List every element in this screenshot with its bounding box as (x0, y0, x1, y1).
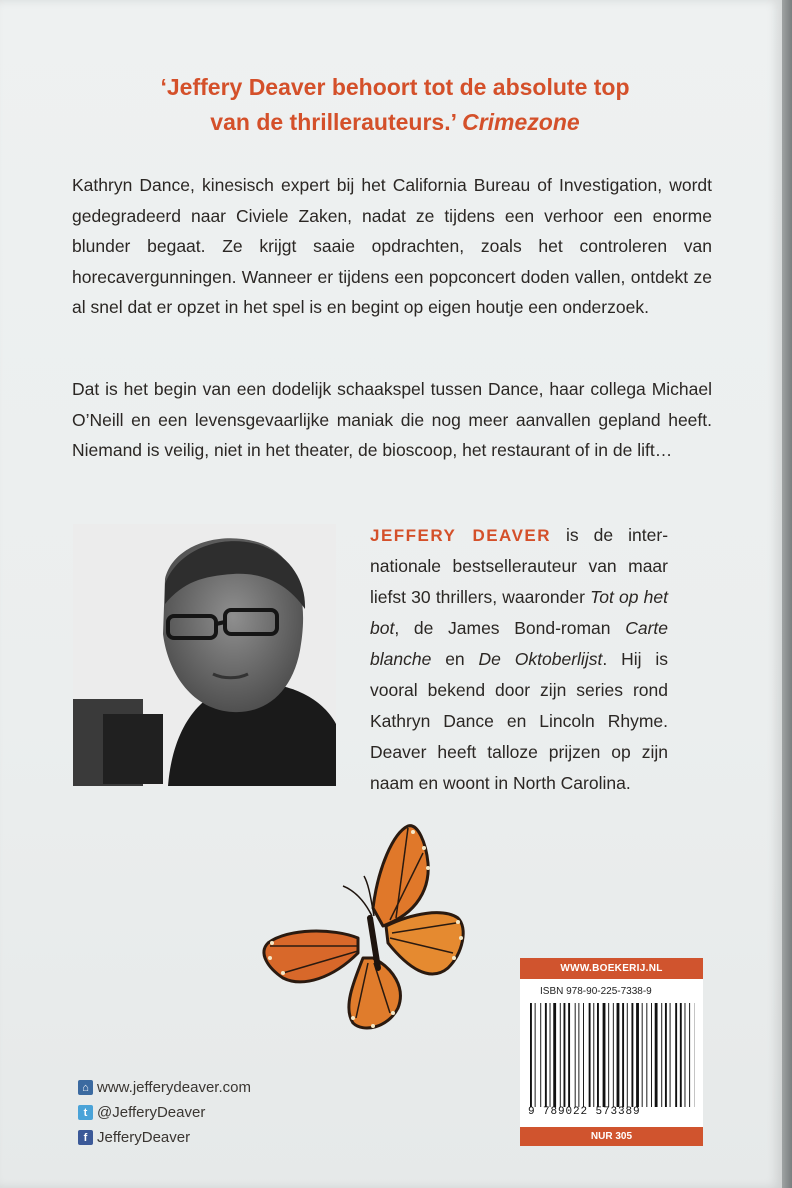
bio-book-2: Carte blanche (370, 618, 668, 669)
twitter-icon: t (78, 1105, 93, 1120)
twitter-link[interactable] (78, 1100, 251, 1125)
website-text: www.jefferydeaver.com (97, 1079, 251, 1096)
bio-text-1: is de internationale bestsellerauteur van maar liefst 30 thrillers, waaronder (370, 525, 669, 607)
facebook-text: JefferyDeaver (97, 1129, 191, 1146)
facebook-link[interactable] (78, 1125, 251, 1150)
blurb-paragraph-2: Dat is het begin van een dodelijk schaakspel tussen Dance, haar collega Michael O’Neill en een levensgevaarlijke maniak die nog meer aanvallen gepland heeft. Niemand is veilig, niet in het theater, de bioscoop, het restaurant of in de lift… (72, 379, 712, 460)
review-quote (80, 70, 710, 140)
bio-text-4: . Hij is vooral bekend door zijn series rond Kathryn Dance en Lincoln Rhyme. Deaver heeft talloze prijzen op zijn naam en woont in North Carolina. (370, 649, 668, 793)
quote-line-1: ‘Jeffery Deaver behoort tot de absolute top (160, 74, 630, 100)
bio-book-1: Tot op het bot (370, 587, 668, 638)
quote-source: Crimezone (462, 109, 580, 135)
author-portrait-image (73, 524, 336, 786)
nur-code: NUR 305 (520, 1127, 703, 1146)
butterfly-illustration (258, 818, 473, 1033)
barcode-label (520, 958, 703, 1146)
twitter-text: @JefferyDeaver (97, 1104, 206, 1121)
book-spine-edge (782, 0, 792, 1188)
barcode-digits: 9 789022 573389 (528, 1106, 641, 1118)
publisher-url: WWW.BOEKERIJ.NL (520, 958, 703, 979)
author-name: JEFFERY DEAVER (370, 526, 552, 545)
quote-line-2 (80, 105, 710, 140)
bio-book-3: De Oktoberlijst (478, 649, 603, 669)
facebook-icon: f (78, 1130, 93, 1145)
bio-text-3: en (431, 649, 479, 669)
author-bio (370, 520, 668, 799)
blurb-paragraph-1: Kathryn Dance, kinesisch expert bij het California Bureau of Investigation, wordt gedegradeerd naar Civiele Zaken, nadat ze tijdens een verhoor een enorme blunder begaat. Ze krijgt saaie opdrachten, zoals het controleren van horecavergunningen. Wanneer er tijdens een popconcert doden vallen, ontdekt ze al snel dat er opzet in het spel is en begint op eigen houtje een onderzoek. (72, 175, 712, 317)
author-photo (73, 524, 336, 786)
barcode-bars (530, 1003, 695, 1107)
quote-text: van de thrillerauteurs.’ (210, 109, 456, 135)
bio-text-2: , de James Bond-roman (394, 618, 626, 638)
isbn-text: ISBN 978-90-225-7338-9 (540, 986, 652, 997)
website-link[interactable] (78, 1075, 251, 1100)
globe-icon: ⌂ (78, 1080, 93, 1095)
social-links (78, 1075, 251, 1150)
